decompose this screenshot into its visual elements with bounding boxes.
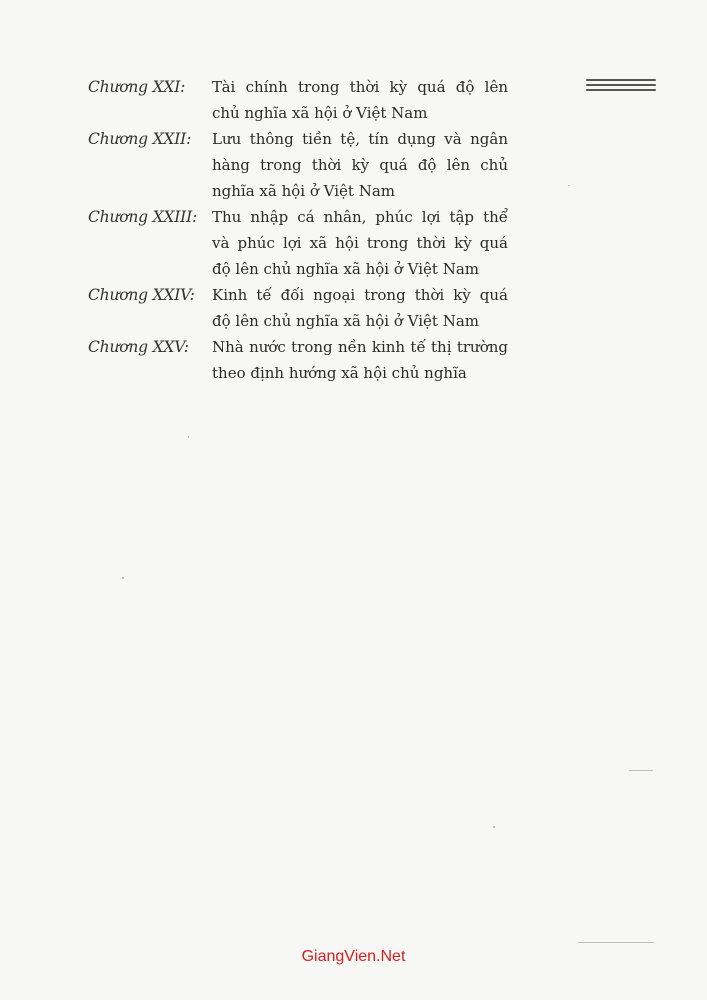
toc-entry-23 — [88, 204, 508, 282]
scan-speck — [629, 770, 653, 771]
chapter-title — [212, 74, 508, 126]
scan-speck — [578, 942, 654, 943]
chapter-title-line: chủ nghĩa xã hội ở Việt Nam — [212, 104, 428, 122]
scan-speck — [493, 826, 495, 828]
chapter-title — [212, 282, 508, 334]
chapter-title-line: Thu nhập cá nhân, phúc lợi tập thể — [212, 208, 508, 226]
toc-entry-21 — [88, 74, 508, 126]
chapter-title-line: Lưu thông tiền tệ, tín dụng và ngân — [212, 130, 508, 148]
scan-speck — [568, 185, 570, 186]
toc-entry-25 — [88, 334, 508, 386]
watermark-text: GiangVien.Net — [301, 948, 406, 965]
chapter-label: Chương XXII: — [88, 130, 192, 148]
chapter-title-line: Nhà nước trong nền kinh tế thị trường — [212, 338, 508, 356]
scan-speck — [122, 577, 124, 579]
chapter-label: Chương XXV: — [88, 338, 189, 356]
chapter-title — [212, 334, 508, 386]
scan-speck — [188, 436, 189, 438]
chapter-title-line: Kinh tế đối ngoại trong thời kỳ quá — [212, 286, 508, 304]
chapter-title-line: theo định hướng xã hội chủ nghĩa — [212, 364, 467, 382]
chapter-title-line: và phúc lợi xã hội trong thời kỳ quá — [212, 234, 508, 252]
chapter-title — [212, 126, 508, 204]
rule-line — [586, 89, 656, 91]
toc-entry-24 — [88, 282, 508, 334]
decorative-rule-marks — [586, 79, 656, 91]
rule-line — [586, 79, 656, 81]
chapter-label: Chương XXI: — [88, 78, 186, 96]
rule-line — [586, 84, 656, 86]
toc-entry-22 — [88, 126, 508, 204]
chapter-title — [212, 204, 508, 282]
chapter-title-line: Tài chính trong thời kỳ quá độ lên — [212, 78, 508, 96]
chapter-title-line: độ lên chủ nghĩa xã hội ở Việt Nam — [212, 312, 479, 330]
table-of-contents — [88, 74, 508, 386]
chapter-label: Chương XXIII: — [88, 208, 198, 226]
chapter-label: Chương XXIV: — [88, 286, 195, 304]
chapter-title-line: độ lên chủ nghĩa xã hội ở Việt Nam — [212, 260, 479, 278]
chapter-title-line: hàng trong thời kỳ quá độ lên chủ — [212, 156, 508, 174]
chapter-title-line: nghĩa xã hội ở Việt Nam — [212, 182, 395, 200]
